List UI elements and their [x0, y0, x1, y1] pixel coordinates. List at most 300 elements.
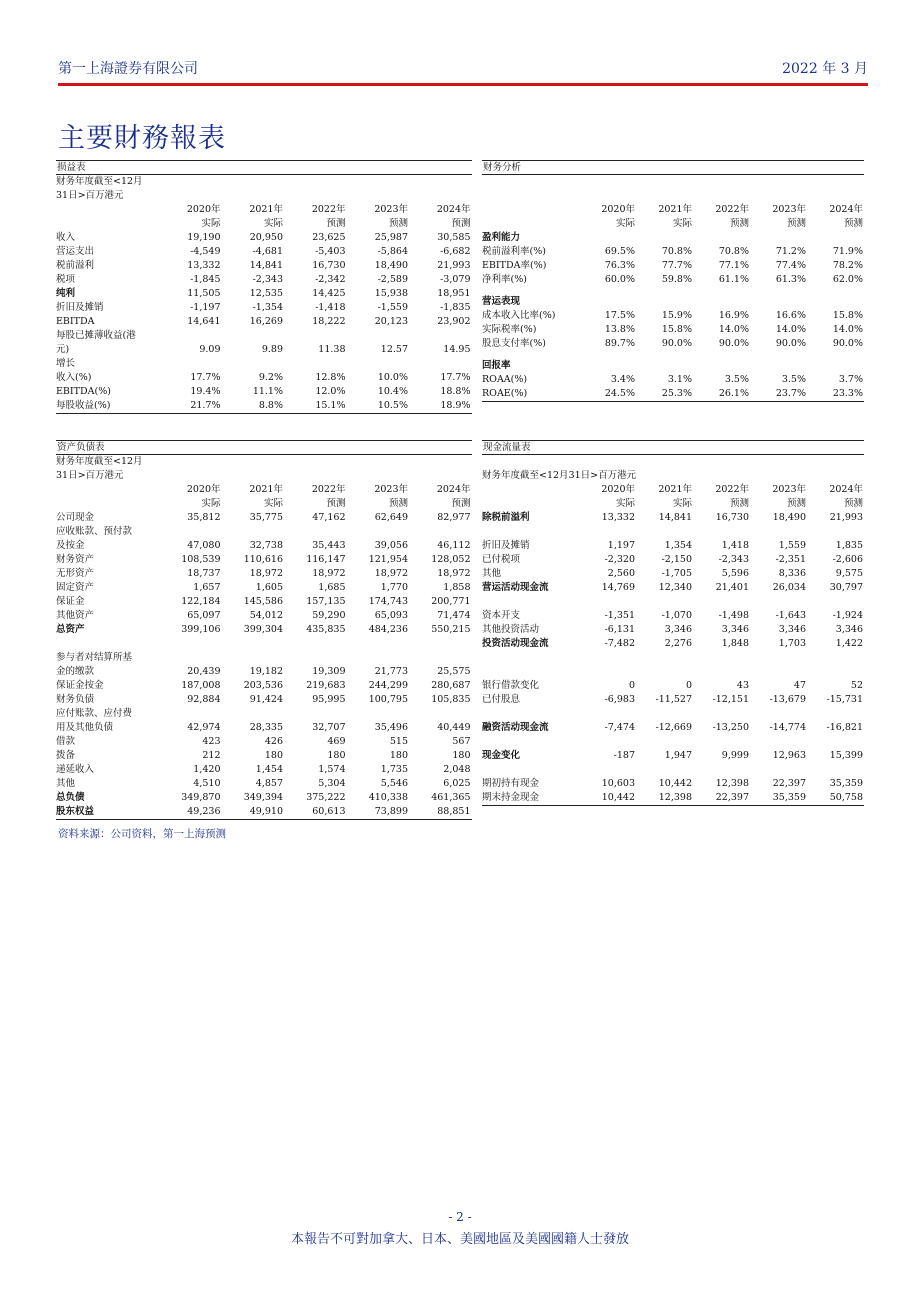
table-row [482, 387, 864, 402]
cell-value: 16.9% [718, 310, 749, 321]
cell-value: -1,351 [604, 610, 635, 621]
row-label: 期末持金现金 [482, 792, 540, 803]
cell-value: 280,687 [431, 680, 471, 691]
cell-value: 18.8% [440, 386, 471, 397]
cell-value: 19,190 [187, 232, 221, 243]
row-label: 已付股息 [482, 694, 521, 705]
cell-value: 47 [793, 680, 806, 691]
cell-value: 3.5% [781, 374, 806, 385]
cell-value: 50,758 [829, 792, 863, 803]
table-row [56, 693, 472, 707]
cell-value: 77.1% [718, 260, 749, 271]
row-label: 税前溢利 [56, 260, 95, 271]
cell-value: 3.5% [724, 374, 749, 385]
cell-value: 39,056 [374, 540, 408, 551]
cell-value: 35,812 [187, 512, 221, 523]
cell-value: 10.4% [377, 386, 408, 397]
row-label: 收入 [56, 232, 76, 243]
cell-value: 6,025 [443, 778, 471, 789]
cell-value: 预测 [786, 498, 806, 509]
cell-value: 21,993 [437, 260, 471, 271]
table-row [482, 749, 864, 763]
growth-label [56, 357, 472, 371]
cell-value: 567 [452, 736, 471, 747]
cell-value: 62.0% [832, 274, 863, 285]
cell-value: 52 [850, 680, 863, 691]
table-row [56, 399, 472, 414]
cell-value: 70.8% [661, 246, 692, 257]
cell-value: 9,575 [835, 568, 863, 579]
cell-value: -13,679 [769, 694, 806, 705]
cell-value: -1,924 [832, 610, 863, 621]
table-row [56, 259, 472, 273]
table-row [482, 693, 864, 707]
cell-value: 8,336 [778, 568, 806, 579]
cell-value: 18,737 [187, 568, 221, 579]
cell-value: 2024年 [436, 484, 471, 495]
cell-value: 1,418 [721, 540, 749, 551]
cell-value: 71.2% [775, 246, 806, 257]
cell-value: 18,951 [437, 288, 471, 299]
cell-value: 22,397 [772, 778, 806, 789]
cell-value: -1,498 [718, 610, 749, 621]
disclaimer: 本報告不可對加拿大、日本、美國地區及美國國籍人士發放 [290, 1232, 629, 1247]
cell-value: -2,343 [718, 554, 749, 565]
cell-value: 3,346 [835, 624, 863, 635]
cell-value: -1,845 [190, 274, 221, 285]
cell-value: -6,682 [440, 246, 471, 257]
year-header [482, 483, 864, 497]
cell-value: -1,643 [775, 610, 806, 621]
cell-value: 4,857 [255, 778, 283, 789]
cell-value: 1,454 [255, 764, 283, 775]
cell-value: 12,398 [715, 778, 749, 789]
cell-value: -1,070 [661, 610, 692, 621]
cell-value: 14,769 [601, 582, 635, 593]
row-label: 折旧及摊销 [56, 302, 104, 313]
year-header [56, 203, 472, 217]
row-label: 已付税项 [482, 554, 521, 565]
cell-value: 3.1% [667, 374, 692, 385]
cell-value: 349,870 [181, 792, 221, 803]
cell-value: 10.5% [377, 400, 408, 411]
row-label: 纯利 [56, 288, 76, 299]
row-label: 财务资产 [56, 554, 95, 565]
table-row [482, 637, 864, 651]
table-row [56, 749, 472, 763]
row-label: 保证金按金 [56, 680, 104, 691]
cell-value: 43 [736, 680, 749, 691]
income-subtitle-2: 31日>百万港元 [56, 190, 124, 201]
cell-value: 108,539 [181, 554, 221, 565]
cell-value: 187,008 [181, 680, 221, 691]
cell-value: 2022年 [311, 204, 346, 215]
cell-value: -7,474 [604, 722, 635, 733]
table-row [56, 287, 472, 301]
cell-value: 180 [452, 750, 471, 761]
cell-value: 14,841 [249, 260, 283, 271]
table-row [56, 721, 472, 735]
cell-value: 40,449 [437, 722, 471, 733]
table-row [56, 553, 472, 567]
cell-value: 90.0% [718, 338, 749, 349]
cell-value: 180 [327, 750, 346, 761]
cell-value: 550,215 [431, 624, 471, 635]
cell-value: 12.0% [315, 386, 346, 397]
cell-value: 预测 [388, 498, 408, 509]
cell-value: -16,821 [826, 722, 863, 733]
eps-label [56, 329, 472, 343]
cell-value: 23,625 [312, 232, 346, 243]
cell-value: 35,443 [312, 540, 346, 551]
cell-value: 60,613 [312, 806, 346, 817]
cell-value: 32,738 [249, 540, 283, 551]
table-row [56, 623, 472, 637]
cell-value: 实际 [263, 498, 283, 509]
cell-value: 116,147 [306, 554, 346, 565]
ratios-title: 财务分析 [482, 160, 864, 175]
cell-value: 14.0% [718, 324, 749, 335]
cell-value: 10.0% [377, 372, 408, 383]
cell-value: 21,773 [374, 666, 408, 677]
table-row [482, 777, 864, 791]
row-label: 固定资产 [56, 582, 95, 593]
row-label: 税项 [56, 274, 76, 285]
cell-value: 47,080 [187, 540, 221, 551]
cell-value: 2022年 [715, 204, 749, 215]
cell-value: 90.0% [661, 338, 692, 349]
row-label: 折旧及摊销 [482, 540, 530, 551]
cell-value: 25,575 [437, 666, 471, 677]
cell-value: 14,641 [187, 316, 221, 327]
table-row [56, 511, 472, 525]
table-row [482, 791, 864, 806]
cell-value: 410,338 [368, 792, 408, 803]
cell-value: 28,335 [249, 722, 283, 733]
section-heading [482, 359, 864, 373]
row-label: 资本开支 [482, 610, 521, 621]
cell-value: 实际 [615, 498, 635, 509]
cell-value: 预测 [326, 498, 346, 509]
cell-value: 399,106 [181, 624, 221, 635]
data-source: 资料来源：公司资料，第一上海预测 [58, 828, 226, 840]
row-label: 实际税率(%) [482, 324, 537, 335]
row-label: EBITDA率(%) [482, 260, 547, 271]
page-title: 主要財務報表 [58, 123, 226, 154]
cell-value: -6,131 [604, 624, 635, 635]
cell-value: 预测 [786, 218, 806, 229]
cell-value: 5,304 [318, 778, 346, 789]
cell-value: 12,398 [658, 792, 692, 803]
cell-value: 76.3% [604, 260, 635, 271]
table-row [482, 511, 864, 525]
cell-value: 23.7% [775, 388, 806, 399]
row-label: 其他资产 [56, 610, 95, 621]
cell-value: -1,354 [252, 302, 283, 313]
cell-value: 423 [202, 736, 221, 747]
table-row [482, 721, 864, 735]
row-label: 增长 [56, 358, 76, 369]
cell-value: 22,397 [715, 792, 749, 803]
cell-value: 92,884 [187, 694, 221, 705]
company-name: 第一上海證券有限公司 [58, 61, 198, 77]
table-row [482, 309, 864, 323]
cell-value: 2023年 [374, 484, 408, 495]
cell-value: 10,442 [601, 792, 635, 803]
cell-value: 9.89 [261, 344, 283, 355]
row-label: 其他 [482, 568, 502, 579]
cell-value: 469 [327, 736, 346, 747]
cell-value: 10,442 [658, 778, 692, 789]
cell-value: 10,603 [601, 778, 635, 789]
cell-value: 71,474 [437, 610, 471, 621]
table-row [56, 301, 472, 315]
cell-value: 1,947 [664, 750, 692, 761]
cell-value: -2,343 [252, 274, 283, 285]
cell-value: 2023年 [772, 204, 806, 215]
cell-value: 180 [264, 750, 283, 761]
cell-value: 3,346 [721, 624, 749, 635]
cell-value: 2024年 [829, 484, 863, 495]
row-label: 金的缴款 [56, 666, 95, 677]
cell-value: 18,972 [312, 568, 346, 579]
table-row [56, 637, 472, 651]
cell-value: -7,482 [604, 638, 635, 649]
cell-value: 70.8% [718, 246, 749, 257]
cell-value: 3,346 [778, 624, 806, 635]
cell-value: 78.2% [832, 260, 863, 271]
cell-value: 实际 [615, 218, 635, 229]
cell-value: 26.1% [718, 388, 749, 399]
cell-value: 2021年 [658, 204, 692, 215]
cell-value: 35,359 [772, 792, 806, 803]
cell-value: 12,340 [658, 582, 692, 593]
cell-value: 61.1% [718, 274, 749, 285]
table-row [482, 323, 864, 337]
cell-value: 12,963 [772, 750, 806, 761]
row-label: ROAE(%) [482, 388, 528, 399]
cell-value: 13.8% [604, 324, 635, 335]
cell-value: -6,983 [604, 694, 635, 705]
income-subtitle-1: 财务年度截至<12月 [56, 176, 143, 187]
cell-value: 35,359 [829, 778, 863, 789]
cell-value: 0 [685, 680, 692, 691]
row-label: 每股收益(%) [56, 400, 111, 411]
cell-value: 16,730 [715, 512, 749, 523]
row-label: 应收账款、预付款 [56, 526, 133, 537]
row-label: 收入(%) [56, 372, 92, 383]
cell-value: 预测 [326, 218, 346, 229]
table-row [56, 231, 472, 245]
row-label: 股东权益 [56, 806, 95, 817]
page-number: - 2 - [448, 1210, 472, 1224]
page-header [58, 52, 868, 86]
cell-value: 60.0% [604, 274, 635, 285]
cell-value: 20,439 [187, 666, 221, 677]
cell-value: -4,549 [190, 246, 221, 257]
table-row [482, 609, 864, 623]
row-label: 每股已摊薄收益(港 [56, 330, 136, 341]
row-label: 其他投资活动 [482, 624, 540, 635]
row-label: 营运支出 [56, 246, 95, 257]
income-statement [56, 160, 472, 414]
cell-value: 25,987 [374, 232, 408, 243]
cell-value: 2023年 [772, 484, 806, 495]
section-heading [482, 295, 864, 309]
cell-value: 预测 [729, 218, 749, 229]
row-label: 其他 [56, 778, 76, 789]
cell-value: -2,150 [661, 554, 692, 565]
cell-value: 17.7% [440, 372, 471, 383]
cell-value: 1,685 [318, 582, 346, 593]
cell-value: 14,841 [658, 512, 692, 523]
cell-value: 212 [202, 750, 221, 761]
row-label: 财务负债 [56, 694, 95, 705]
cell-value: 24.5% [604, 388, 635, 399]
cell-value: 5,596 [721, 568, 749, 579]
cell-value: 3.4% [610, 374, 635, 385]
cell-value: 14.0% [832, 324, 863, 335]
table-row [56, 665, 472, 679]
row-label: 投资活动现金流 [482, 638, 549, 649]
row-label: 回报率 [482, 360, 511, 371]
cell-value: -2,589 [377, 274, 408, 285]
cell-value: 65,097 [187, 610, 221, 621]
cell-value: 9.2% [258, 372, 283, 383]
cell-value: 145,586 [243, 596, 283, 607]
table-row [56, 763, 472, 777]
cell-value: 426 [264, 736, 283, 747]
cell-value: 15.1% [315, 400, 346, 411]
cell-value: 49,910 [249, 806, 283, 817]
cell-value: 3,346 [664, 624, 692, 635]
cell-value: -5,864 [377, 246, 408, 257]
cell-value: 71.9% [832, 246, 863, 257]
row-label: 无形资产 [56, 568, 95, 579]
header-rule [58, 83, 868, 86]
row-label: 营运表现 [482, 296, 521, 307]
cell-value: 12,535 [249, 288, 283, 299]
cell-value: 20,950 [249, 232, 283, 243]
cell-value: 11.38 [318, 344, 346, 355]
cell-value: 35,496 [374, 722, 408, 733]
table-row [56, 567, 472, 581]
cell-value: 46,112 [437, 540, 471, 551]
cell-value: 73,899 [374, 806, 408, 817]
cell-value: 9,999 [721, 750, 749, 761]
table-row [56, 595, 472, 609]
cell-value: 90.0% [832, 338, 863, 349]
row-label: 盈利能力 [482, 232, 521, 243]
cell-value: 12.57 [380, 344, 408, 355]
cell-value: 515 [389, 736, 408, 747]
cell-value: 12.8% [315, 372, 346, 383]
cell-value: 219,683 [306, 680, 346, 691]
table-row [56, 273, 472, 287]
balance-subtitle-2: 31日>百万港元 [56, 470, 124, 481]
cell-value: 49,236 [187, 806, 221, 817]
cell-value: -2,342 [315, 274, 346, 285]
cell-value: 91,424 [249, 694, 283, 705]
cell-value: 110,616 [243, 554, 283, 565]
row-label: 总负债 [56, 792, 85, 803]
cell-value: 54,012 [249, 610, 283, 621]
cell-value: 375,222 [306, 792, 346, 803]
row-label: 税前溢利率(%) [482, 246, 546, 257]
cell-value: 预测 [843, 218, 863, 229]
table-row [56, 805, 472, 820]
row-label: 股息支付率(%) [482, 338, 546, 349]
cell-value: 65,093 [374, 610, 408, 621]
cell-value: 2020年 [601, 204, 635, 215]
table-row [482, 259, 864, 273]
cell-value: 11.1% [252, 386, 283, 397]
row-label: 元) [56, 344, 70, 355]
cell-value: 9.09 [199, 344, 221, 355]
table-row [56, 385, 472, 399]
cell-value: 16.6% [775, 310, 806, 321]
report-date: 2022 年 3 月 [782, 61, 868, 77]
cell-value: 13,332 [601, 512, 635, 523]
cell-value: 预测 [388, 218, 408, 229]
cell-value: -1,418 [315, 302, 346, 313]
cell-value: -5,403 [315, 246, 346, 257]
cell-value: 16,730 [312, 260, 346, 271]
cell-value: 1,770 [380, 582, 408, 593]
cell-value: 95,995 [312, 694, 346, 705]
balance-sheet [56, 440, 472, 820]
cell-value: 59.8% [661, 274, 692, 285]
cell-value: 14.95 [443, 344, 471, 355]
cell-value: 2020年 [186, 484, 221, 495]
cell-value: 244,299 [368, 680, 408, 691]
cell-value: 128,052 [431, 554, 471, 565]
cell-value: 89.7% [604, 338, 635, 349]
cell-value: 1,858 [443, 582, 471, 593]
cell-value: 14,425 [312, 288, 346, 299]
cell-value: 200,771 [431, 596, 471, 607]
row-label: 净利率(%) [482, 274, 527, 285]
table-row [56, 777, 472, 791]
section-heading [482, 231, 864, 245]
row-label: EBITDA [56, 316, 95, 327]
cell-value: 62,649 [374, 512, 408, 523]
cell-value: 21,401 [715, 582, 749, 593]
cell-value: 32,707 [312, 722, 346, 733]
cell-value: 88,851 [437, 806, 471, 817]
cell-value: 2,276 [664, 638, 692, 649]
row-label: 除税前溢利 [482, 512, 530, 523]
table-row [56, 581, 472, 595]
row-label: 成本收入比率(%) [482, 310, 556, 321]
table-row [56, 679, 472, 693]
balance-subtitle-1: 财务年度截至<12月 [56, 456, 143, 467]
cell-value: 实际 [201, 498, 221, 509]
cell-value: 预测 [451, 498, 471, 509]
cell-value: 1,354 [664, 540, 692, 551]
row-label: 应付账款、应付费 [56, 708, 133, 719]
cash-flow-statement [482, 440, 864, 806]
cell-value: 20,123 [374, 316, 408, 327]
cell-value: 35,775 [249, 512, 283, 523]
table-row [482, 273, 864, 287]
cell-value: 实际 [672, 498, 692, 509]
cell-value: 15.8% [832, 310, 863, 321]
row-label: 递延收入 [56, 764, 95, 775]
row-label: 用及其他负债 [56, 722, 114, 733]
cell-value: 1,574 [318, 764, 346, 775]
cell-value: -2,320 [604, 554, 635, 565]
